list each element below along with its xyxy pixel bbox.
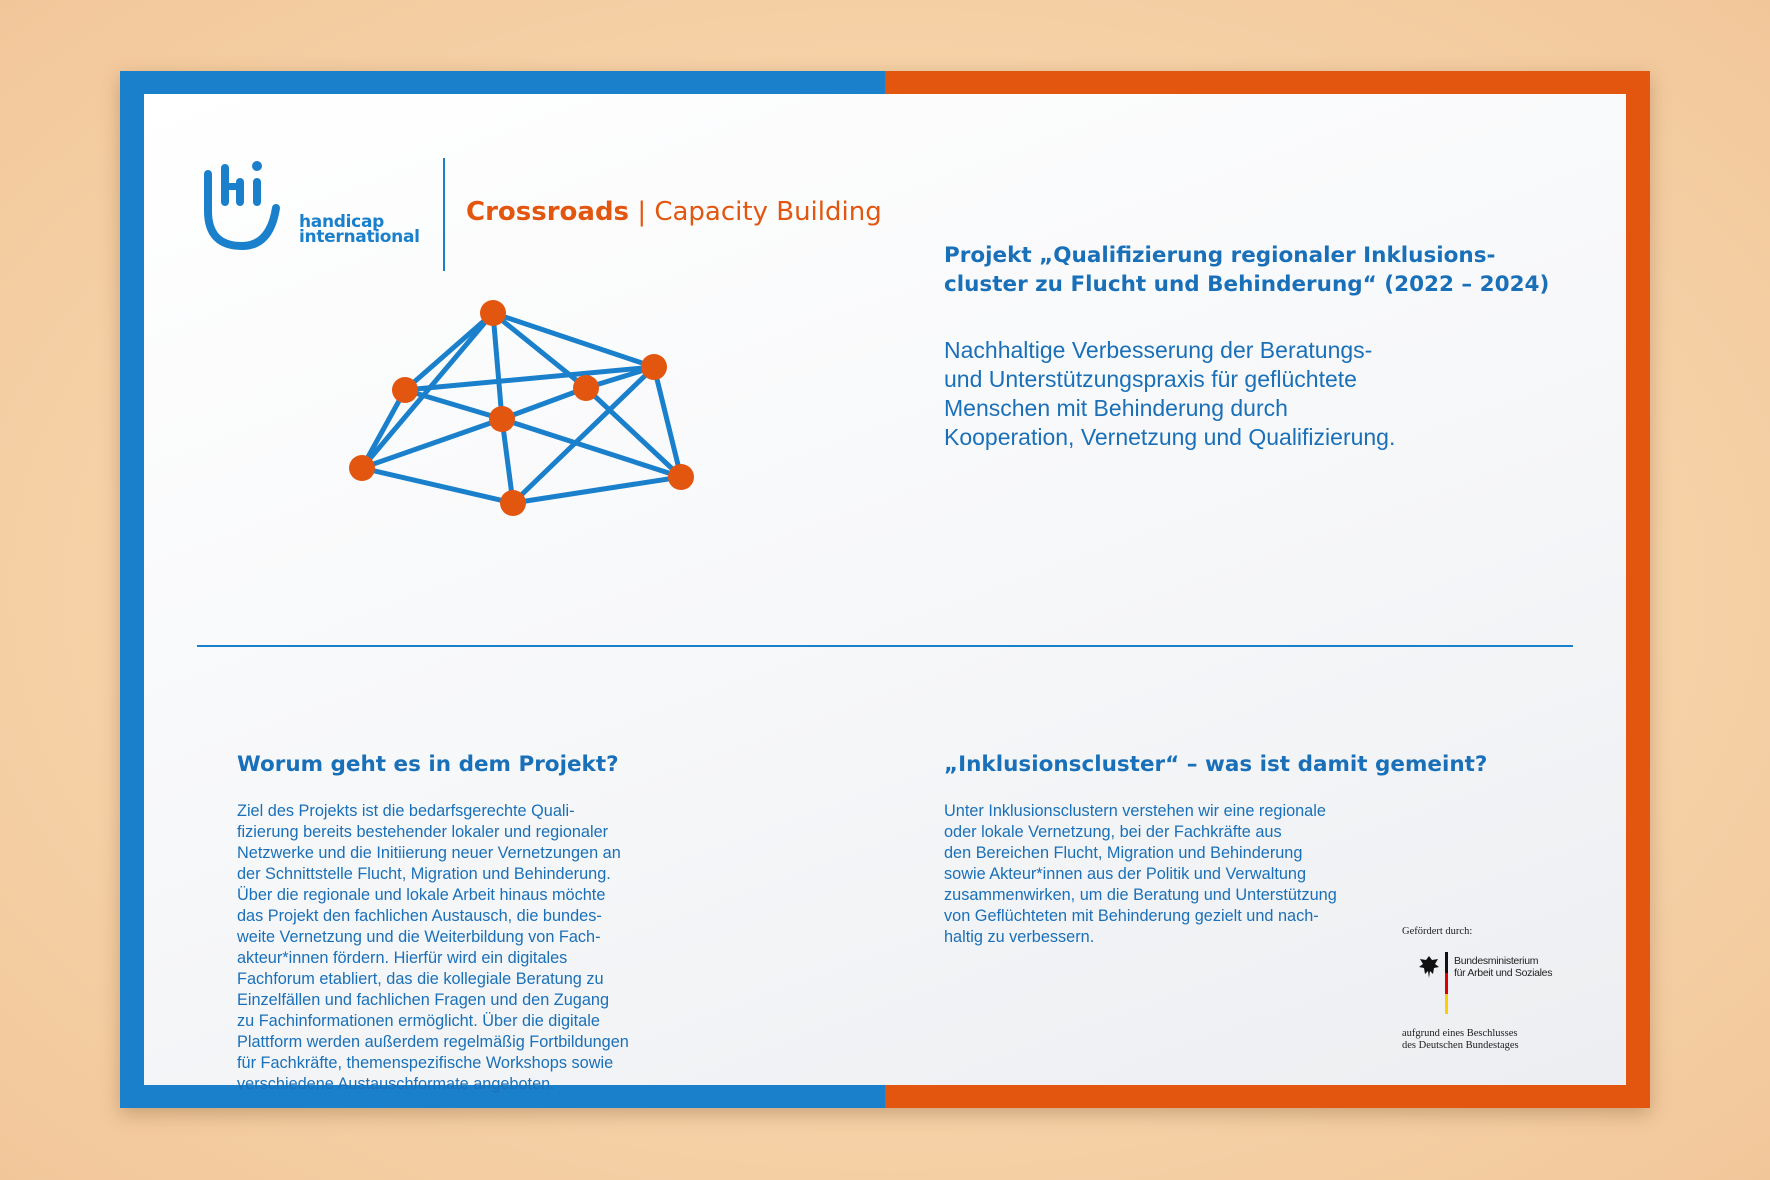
body-line: zu Fachinformationen ermöglicht. Über die digitale: [237, 1012, 600, 1030]
project-title: [944, 241, 1549, 299]
flyer-card: [120, 71, 1650, 1108]
decision-line2: des Deutschen Bundestages: [1402, 1040, 1519, 1051]
body-line: fizierung bereits bestehender lokaler und regionaler: [237, 823, 609, 841]
brand-title: [466, 197, 882, 227]
section-right-body: [944, 801, 1337, 948]
section-left-body: [237, 801, 629, 1095]
body-line: für Fachkräfte, themenspezifische Workshops sowie: [237, 1054, 614, 1072]
project-title-line2: cluster zu Flucht und Behinderung“ (2022 – 2024): [944, 272, 1550, 297]
body-line: Einzelfällen und fachlichen Fragen und den Zugang: [237, 991, 610, 1009]
body-line: haltig zu verbessern.: [944, 928, 1095, 946]
german-flag-stripe: [1445, 952, 1448, 1014]
body-line: Plattform werden außerdem regelmäßig Fortbildungen: [237, 1033, 629, 1051]
body-line: oder lokale Vernetzung, bei der Fachkräfte aus: [944, 823, 1282, 841]
body-line: akteur*innen fördern. Hierfür wird ein digitales: [237, 949, 568, 967]
decision-line1: aufgrund eines Beschlusses: [1402, 1028, 1518, 1039]
project-title-line1: Projekt „Qualifizierung regionaler Inklusions-: [944, 243, 1496, 268]
section-left-heading: Worum geht es in dem Projekt?: [237, 752, 619, 777]
body-line: weite Vernetzung und die Weiterbildung von Fach-: [237, 928, 601, 946]
lead-line: Nachhaltige Verbesserung der Beratungs-: [944, 337, 1373, 363]
ministry-line2: für Arbeit und Soziales: [1454, 967, 1553, 979]
ministry-name: [1454, 955, 1552, 979]
section-divider: [197, 645, 1573, 647]
ministry-line1: Bundesministerium: [1454, 955, 1539, 967]
body-line: Unter Inklusionsclustern verstehen wir eine regionale: [944, 802, 1326, 820]
network-graph-illustration-icon: [344, 284, 714, 524]
body-line: Ziel des Projekts ist die bedarfsgerechte Quali-: [237, 802, 575, 820]
brand-tagline: Capacity Building: [654, 197, 882, 227]
logo-name-line2: international: [299, 227, 420, 247]
project-lead: [944, 336, 1395, 452]
brand-name: Crossroads: [466, 197, 630, 227]
brand-separator: |: [637, 197, 647, 227]
body-line: sowie Akteur*innen aus der Politik und Verwaltung: [944, 865, 1307, 883]
hi-hand-logo-icon: [200, 156, 286, 256]
body-line: Über die regionale und lokale Arbeit hinaus möchte: [237, 886, 606, 904]
flyer-content: [144, 94, 1626, 1093]
body-line: das Projekt den fachlichen Austausch, die bundes-: [237, 907, 602, 925]
lead-line: Kooperation, Vernetzung und Qualifizierung.: [944, 424, 1396, 450]
logo-divider: [443, 158, 445, 271]
section-right-heading: „Inklusionscluster“ – was ist damit gemeint?: [944, 752, 1488, 777]
lead-line: Menschen mit Behinderung durch: [944, 395, 1288, 421]
body-line: der Schnittstelle Flucht, Migration und Behinderung.: [237, 865, 611, 883]
funder-label: Gefördert durch:: [1402, 926, 1473, 937]
logo-name-line1: handicap: [299, 212, 384, 232]
body-line: den Bereichen Flucht, Migration und Behinderung: [944, 844, 1303, 862]
bundestag-decision: [1402, 1028, 1519, 1052]
body-line: verschiedene Austauschformate angeboten.: [237, 1075, 555, 1093]
body-line: zusammenwirken, um die Beratung und Unterstützung: [944, 886, 1337, 904]
body-line: Fachforum etabliert, das die kollegiale Beratung zu: [237, 970, 604, 988]
federal-eagle-icon: [1418, 954, 1440, 980]
body-line: von Geflüchteten mit Behinderung gezielt und nach-: [944, 907, 1319, 925]
body-line: Netzwerke und die Initiierung neuer Vernetzungen an: [237, 844, 621, 862]
lead-line: und Unterstützungspraxis für geflüchtete: [944, 366, 1357, 392]
